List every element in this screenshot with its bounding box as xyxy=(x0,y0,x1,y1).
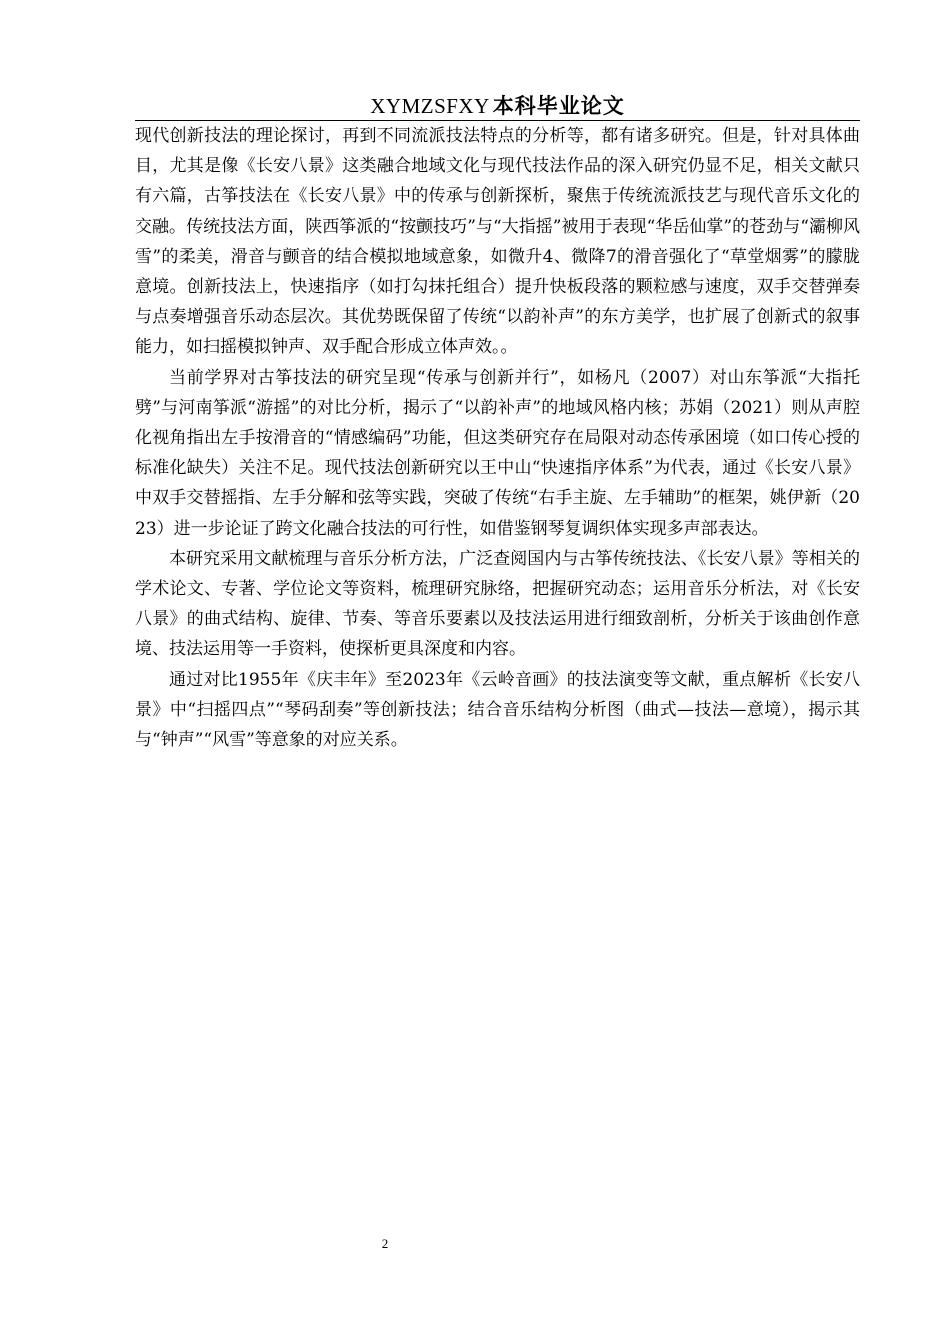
page-number: 2 xyxy=(381,1236,389,1251)
paragraph-2: 当前学界对古筝技法的研究呈现“传承与创新并行”，如杨凡（2007）对山东筝派“大指托劈”与河南筝派“游摇”的对比分析，揭示了“以韵补声”的地域风格内核；苏娟（2021）则从声腔化视角指出左手按滑音的“情感编码”功能，但这类研究存在局限对动态传承困境（如口传心授的标准化缺失）关注不足。现代技法创新研究以王中山“快速指序体系”为代表，通过《长安八景》中双手交替摇指、左手分解和弦等实践，突破了传统“右手主旋、左手辅助”的框架，姚伊新（2023）进一步论证了跨文化融合技法的可行性，如借鉴钢琴复调织体实现多声部表达。 xyxy=(135,367,860,539)
page-header xyxy=(135,92,860,121)
header-abbreviation: XYMZSFXY xyxy=(370,94,490,118)
paragraph-1: 现代创新技法的理论探讨，再到不同流派技法特点的分析等，都有诸多研究。但是，针对具体曲目，尤其是像《长安八景》这类融合地域文化与现代技法作品的深入研究仍显不足，相关文献只有六篇，古筝技法在《长安八景》中的传承与创新探析，聚焦于传统流派技艺与现代音乐文化的交融。传统技法方面，陕西筝派的“按颤技巧”与“大指摇”被用于表现“华岳仙掌”的苍劲与“灞柳风雪”的柔美，滑音与颤音的结合模拟地域意象，如微升4、微降7的滑音强化了“草堂烟雾”的朦胧意境。创新技法上，快速指序（如打勾抹托组合）提升快板段落的颗粒感与速度，双手交替弹奏与点奏增强音乐动态层次。其优势既保留了传统“以韵补声”的东方美学，也扩展了创新式的叙事能力，如扫摇模拟钟声、双手配合形成立体声效。。 xyxy=(135,126,860,358)
body-text xyxy=(135,121,860,755)
header-title: 本科毕业论文 xyxy=(492,94,625,118)
paragraph-3: 本研究采用文献梳理与音乐分析方法，广泛查阅国内与古筝传统技法、《长安八景》等相关的学术论文、专著、学位论文等资料，梳理研究脉络，把握研究动态；运用音乐分析法，对《长安八景》的曲式结构、旋律、节奏、等音乐要素以及技法运用进行细致剖析，分析关于该曲创作意境、技法运用等一手资料，使探析更具深度和内容。 xyxy=(135,548,860,660)
paragraph-4: 通过对比1955年《庆丰年》至2023年《云岭音画》的技法演变等文献，重点解析《长安八景》中“扫摇四点”“琴码刮奏”等创新技法；结合音乐结构分析图（曲式—技法—意境），揭示其与“钟声”“风雪”等意象的对应关系。 xyxy=(135,669,860,751)
